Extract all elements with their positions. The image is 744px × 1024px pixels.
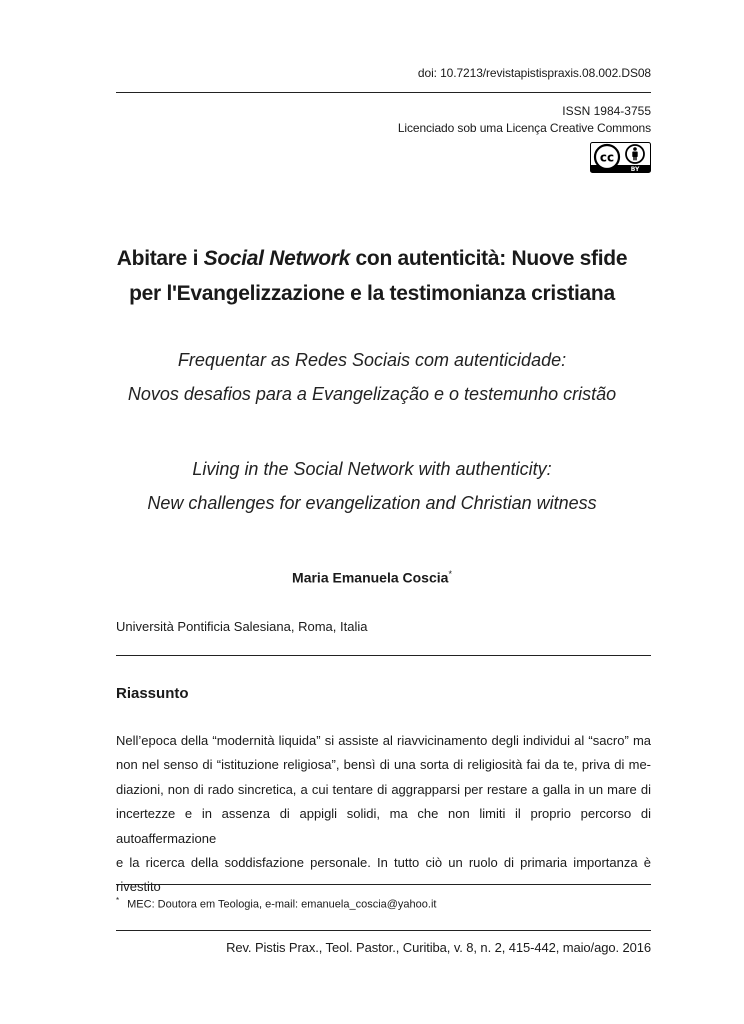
header-rule bbox=[116, 92, 651, 93]
abstract-line: non nel senso di “istituzione religiosa”, bensì di una sorta di religiosità fai da te, priva di me- bbox=[116, 757, 651, 773]
footnote-text: MEC: Doutora em Teologia, e-mail: emanuela_coscia@yahoo.it bbox=[127, 898, 437, 911]
author-name bbox=[0, 569, 744, 586]
footnote bbox=[116, 896, 436, 911]
title-part2: con autenticità: Nuove sfide bbox=[350, 247, 628, 270]
footnote-rule bbox=[116, 884, 651, 885]
article-title bbox=[0, 241, 744, 311]
author-name-text: Maria Emanuela Coscia bbox=[292, 569, 449, 586]
abstract-line: Nell’epoca della “modernità liquida” si assiste al riavvicinamento degli individui al “sacro” ma bbox=[116, 733, 651, 748]
title-pt-line1: Frequentar as Redes Sociais com autenticidade: bbox=[177, 350, 567, 370]
abstract-body bbox=[116, 729, 651, 900]
cc-text: cc bbox=[599, 150, 615, 165]
affiliation: Università Pontificia Salesiana, Roma, Italia bbox=[116, 619, 368, 634]
doi-line: doi: 10.7213/revistapistispraxis.08.002.DS08 bbox=[417, 66, 651, 80]
abstract-line: diazioni, non di rado sincretica, a cui tentare di aggrapparsi per restare a galla in un mare di bbox=[116, 781, 651, 797]
footnote-marker: * bbox=[116, 896, 120, 905]
journal-reference: Rev. Pistis Prax., Teol. Pastor., Curitiba, v. 8, n. 2, 415-442, maio/ago. 2016 bbox=[226, 940, 651, 955]
author-footnote-marker: * bbox=[448, 569, 452, 579]
section-rule bbox=[116, 655, 651, 656]
title-english bbox=[0, 452, 744, 520]
license-line: Licenciado sob uma Licença Creative Commons bbox=[397, 121, 651, 135]
issn-line: ISSN 1984-3755 bbox=[562, 104, 651, 118]
abstract-line: incertezze e in assenza di appigli solidi, ma che non limiti il proprio percorso di autoaffermazione bbox=[116, 806, 651, 846]
title-part1: Abitare i bbox=[116, 247, 204, 270]
abstract-heading: Riassunto bbox=[116, 685, 189, 702]
by-text: BY bbox=[630, 166, 640, 173]
title-en-line1: Living in the Social Network with authenticity: bbox=[192, 459, 552, 479]
creative-commons-by-icon bbox=[590, 142, 651, 173]
title-line2: per l'Evangelizzazione e la testimonianza cristiana bbox=[129, 282, 615, 305]
title-portuguese bbox=[0, 343, 744, 411]
title-pt-line2: Novos desafios para a Evangelização e o testemunho cristão bbox=[127, 384, 617, 404]
footer-rule bbox=[116, 930, 651, 931]
title-en-line2: New challenges for evangelization and Christian witness bbox=[147, 493, 597, 513]
title-italic: Social Network bbox=[203, 247, 351, 270]
abstract-line: e la ricerca della soddisfazione personale. In tutto ciò un ruolo di primaria importanza è rivestito bbox=[116, 855, 651, 895]
